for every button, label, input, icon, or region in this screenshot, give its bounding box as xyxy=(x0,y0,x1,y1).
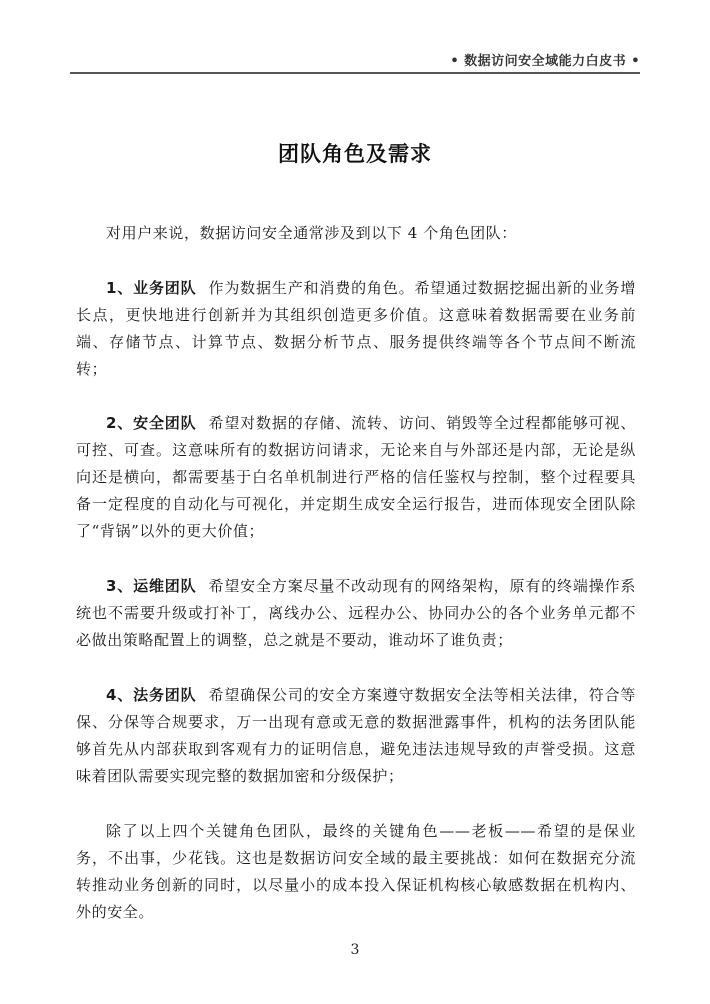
role-paragraph-business xyxy=(76,275,636,383)
role-paragraph-ops xyxy=(76,573,636,654)
role-lead-business: 1、业务团队 xyxy=(106,279,197,297)
role-lead-ops: 3、运维团队 xyxy=(106,577,197,595)
role-lead-legal: 4、法务团队 xyxy=(106,686,197,704)
page-header xyxy=(70,44,640,74)
role-text-ops: 希望安全方案尽量不改动现有的网络架构，原有的终端操作系统也不需要升级或打补丁，离线办公、远程办公、协同办公的各个业务单元都不必做出策略配置上的调整，总之就是不要动，谁动坏了谁负责； xyxy=(76,577,636,649)
role-lead-security: 2、安全团队 xyxy=(106,414,197,432)
section-title: 团队角色及需求 xyxy=(278,142,432,166)
conclusion-paragraph: 除了以上四个关键角色团队，最终的关键角色——老板——希望的是保业务，不出事，少花钱。这也是数据访问安全域的最主要挑战：如何在数据充分流转推动业务创新的同时，以尽量小的成本投入保证机构核心敏感数据在机构内、外的安全。 xyxy=(76,822,636,921)
intro-paragraph: 对用户来说，数据访问安全通常涉及到以下 4 个角色团队： xyxy=(106,224,517,242)
role-paragraph-security xyxy=(76,410,636,545)
role-paragraph-legal xyxy=(76,682,636,790)
header-title: • 数据访问安全域能力白皮书 • xyxy=(450,54,640,69)
role-text-business: 作为数据生产和消费的角色。希望通过数据挖掘出新的业务增长点，更快地进行创新并为其组织创造更多价值。这意味着数据需要在业务前端、存储节点、计算节点、数据分析节点、服务提供终端等各个节点间不断流转； xyxy=(76,279,636,378)
page-number: 3 xyxy=(350,942,360,958)
role-text-legal: 希望确保公司的安全方案遵守数据安全法等相关法律，符合等保、分保等合规要求，万一出现有意或无意的数据泄露事件，机构的法务团队能够首先从内部获取到客观有力的证明信息，避免违法违规导致的声誉受损。这意味着团队需要实现完整的数据加密和分级保护； xyxy=(76,686,636,785)
role-text-security: 希望对数据的存储、流转、访问、销毁等全过程都能够可视、可控、可查。这意味所有的数据访问请求，无论来自与外部还是内部，无论是纵向还是横向，都需要基于白名单机制进行严格的信任鉴权与控制，整个过程要具备一定程度的自动化与可视化，并定期生成安全运行报告，进而体现安全团队除了“背锅”以外的更大价值； xyxy=(76,414,636,540)
